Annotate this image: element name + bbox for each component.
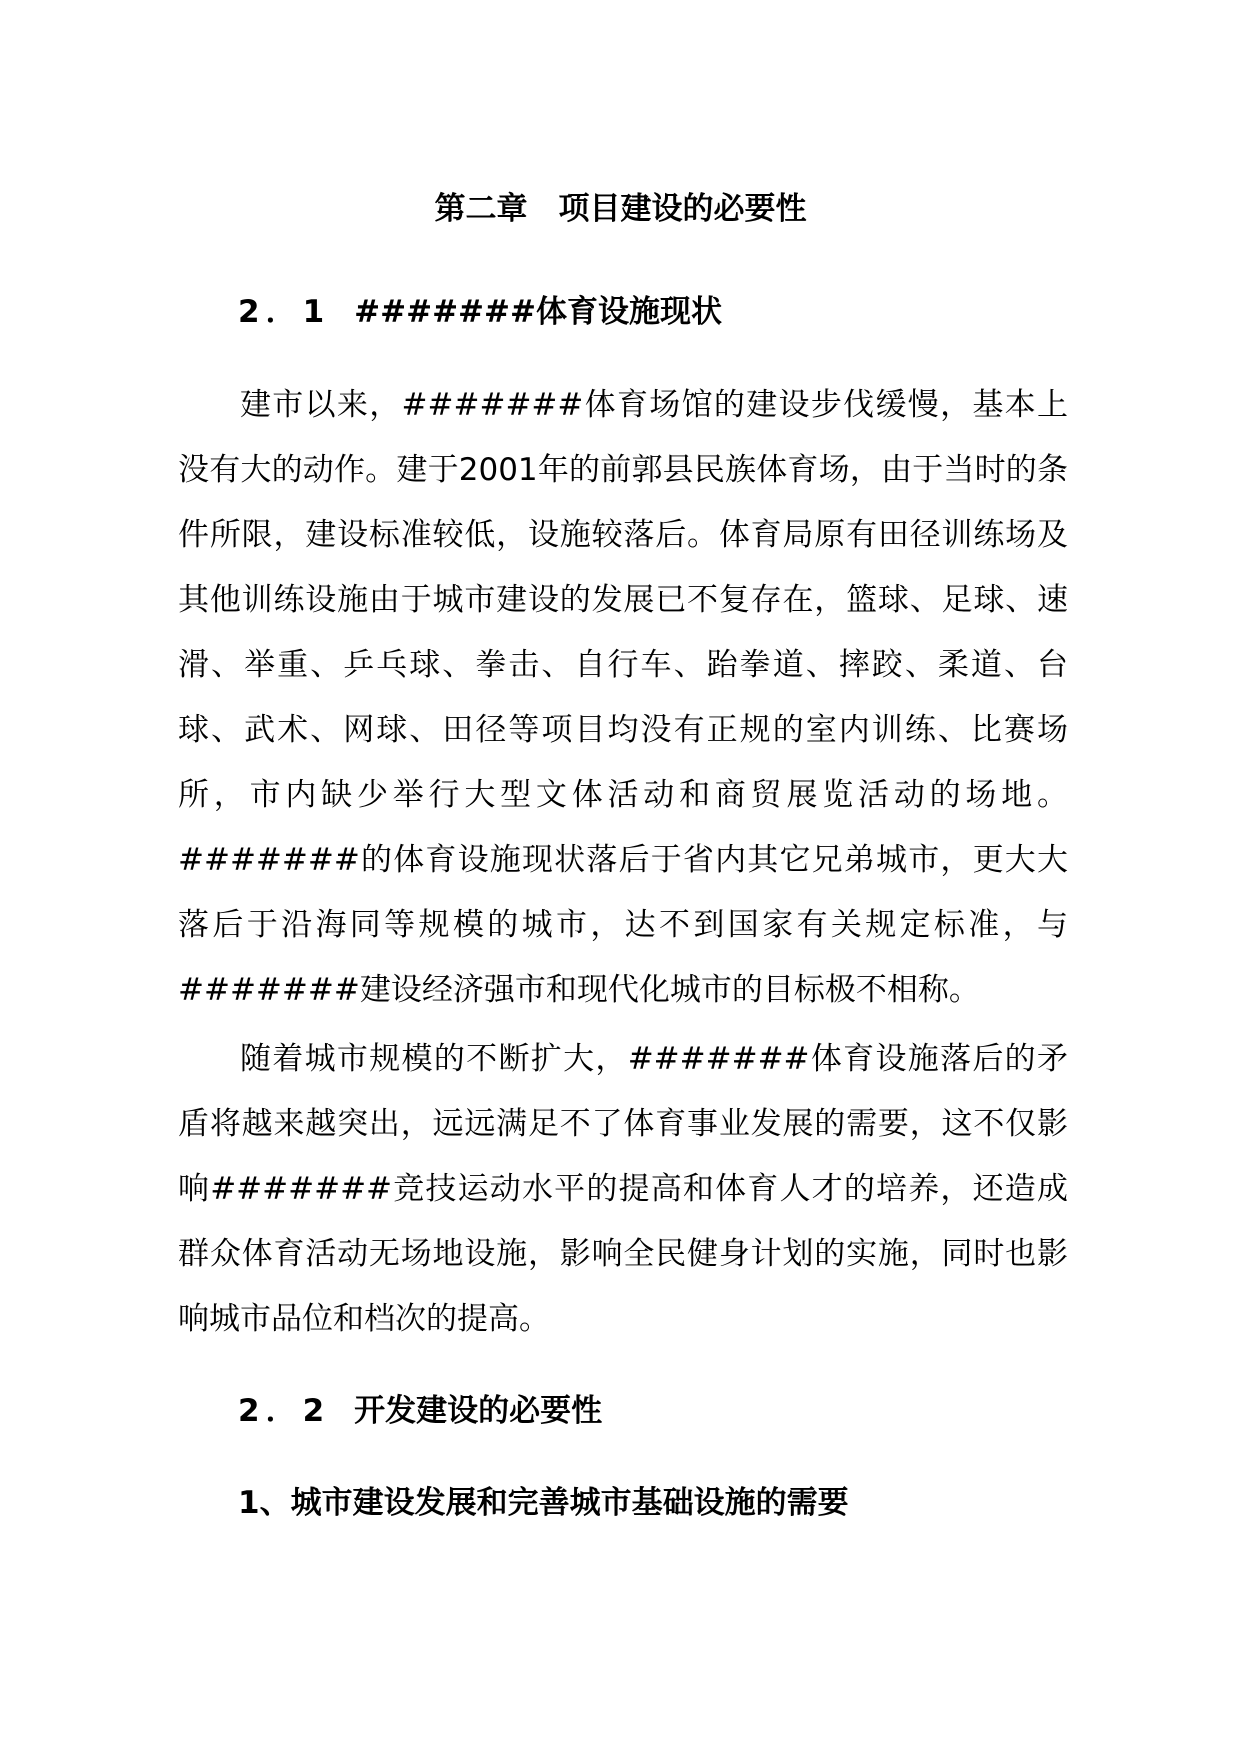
subheading-1: 1、城市建设发展和完善城市基础设施的需要 (238, 1485, 849, 1521)
section-title: 开发建设的必要性 (354, 1393, 603, 1429)
section-heading-2-1 (238, 290, 722, 334)
section-number: 2．1 (238, 294, 331, 330)
section-number: 2．2 (238, 1393, 331, 1429)
section-heading-2-2 (238, 1389, 602, 1433)
section-title: #######体育设施现状 (354, 294, 722, 330)
chapter-title: 第二章 项目建设的必要性 (434, 191, 807, 227)
paragraph-expansion: 随着城市规模的不断扩大，#######体育设施落后的矛盾将越来越突出，远远满足不了体育事业发展的需要，这不仅影响#######竞技运动水平的提高和体育人才的培养，还造成群众体育活动无场地设施，影响全民健身计划的实施，同时也影响城市品位和档次的提高。 (178, 1041, 1068, 1337)
paragraph-current-status: 建市以来，#######体育场馆的建设步伐缓慢，基本上没有大的动作。建于2001年的前郭县民族体育场，由于当时的条件所限，建设标准较低，设施较落后。体育局原有田径训练场及其他训练设施由于城市建设的发展已不复存在，篮球、足球、速滑、举重、乒乓球、拳击、自行车、跆拳道、摔跤、柔道、台球、武术、网球、田径等项目均没有正规的室内训练、比赛场所，市内缺少举行大型文体活动和商贸展览活动的场地。#######的体育设施现状落后于省内其它兄弟城市，更大大落后于沿海同等规模的城市，达不到国家有关规定标准，与#######建设经济强市和现代化城市的目标极不相称。 (178, 387, 1068, 1008)
